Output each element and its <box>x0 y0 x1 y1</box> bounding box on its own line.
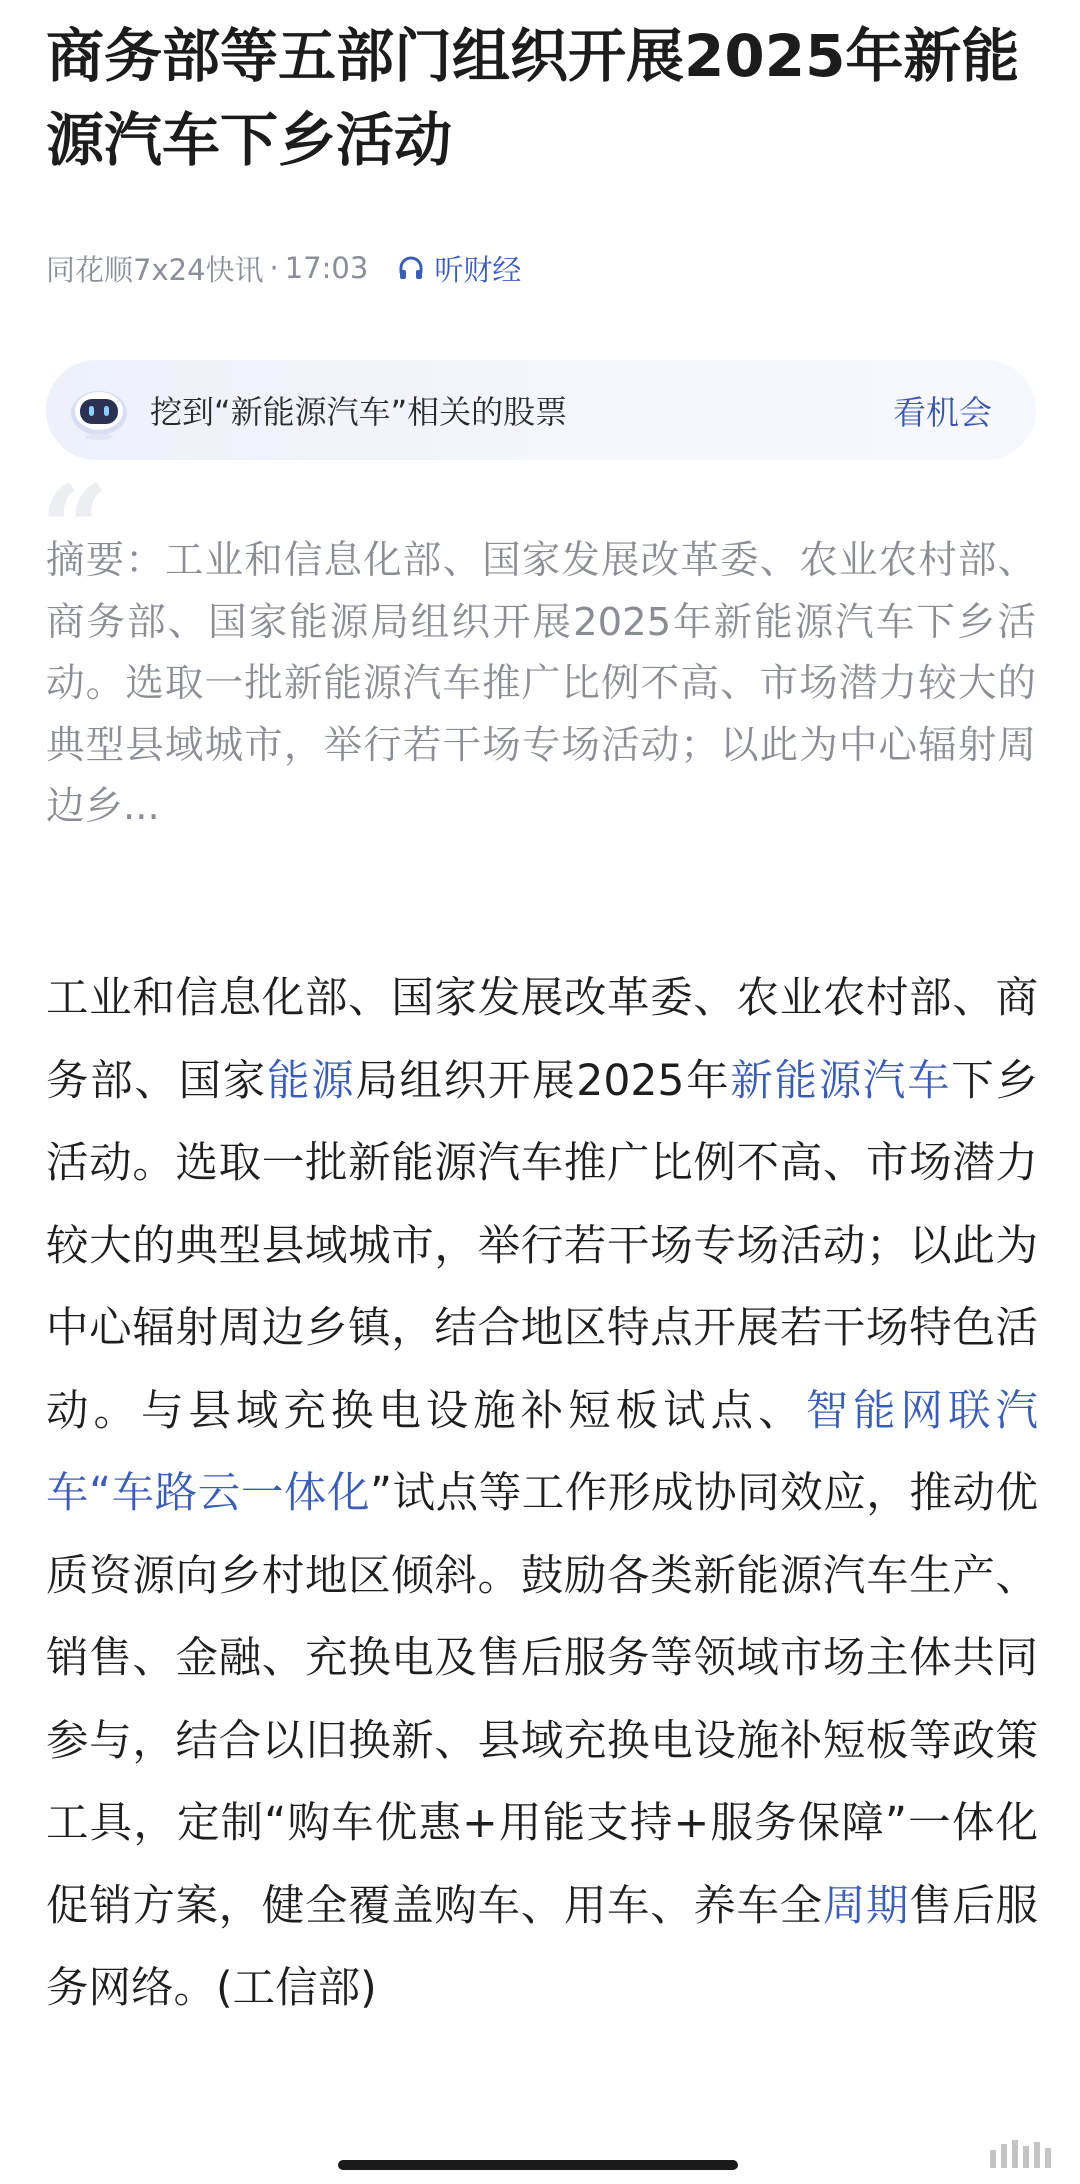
watermark-bars-icon <box>990 2140 1064 2168</box>
headphones-icon <box>398 255 424 281</box>
body-segment: ”试点等工作形成协同效应，推动优质资源向乡村地区倾斜。鼓励各类新能源汽车生产、销售、金融、充换电及售后服务等领域市场主体共同参与，结合以旧换新、县域充换电设施补短板等政策工具，定制“购车优惠+用能支持+服务保障”一体化促销方案，健全覆盖购车、用车、养车全 <box>46 1469 1038 1931</box>
article-summary: 摘要：工业和信息化部、国家发展改革委、农业农村部、商务部、国家能源局组织开展2025年新能源汽车下乡活动。选取一批新能源汽车推广比例不高、市场潜力较大的典型县域城市，举行若干场专场活动；以此为中心辐射周边乡... <box>46 538 1036 829</box>
article-title: 商务部等五部门组织开展2025年新能源汽车下乡活动 <box>46 22 1020 174</box>
body-segment: 售后服务网络。(工信部) <box>46 1881 1038 2013</box>
related-stocks-card[interactable] <box>46 360 1036 460</box>
meta-separator: · <box>269 251 279 285</box>
body-segment: 下乡活动。选取一批新能源汽车推广比例不高、市场潜力较大的典型县域城市，举行若干场专场活动；以此为中心辐射周边乡镇，结合地区特点开展若干场特色活动。与县域充换电设施补短板试点、 <box>46 1056 1038 1436</box>
home-indicator[interactable] <box>338 2160 738 2170</box>
see-opportunity-link[interactable]: 看机会 <box>893 392 992 432</box>
body-segment: 工业和信息化部、国家发展改革委、农业农村部、商务部、国家 <box>46 974 1038 1106</box>
quote-mark-icon: “ <box>40 459 110 600</box>
article-meta <box>46 246 521 290</box>
keyword-link-nev[interactable]: 新能源汽车 <box>730 1056 952 1106</box>
article-time: 17:03 <box>284 251 369 285</box>
quote-open: “ <box>89 1469 112 1518</box>
body-segment: 局组织开展2025年 <box>355 1056 731 1106</box>
keyword-link-energy[interactable]: 能源 <box>266 1056 356 1106</box>
listen-label: 听财经 <box>434 252 522 287</box>
keyword-link-icv[interactable]: 智能网联汽车 <box>46 1386 1038 1518</box>
keyword-link-cycle[interactable]: 周期 <box>822 1881 910 1931</box>
robot-icon <box>66 377 132 443</box>
keyword-link-vrc[interactable]: 车路云一体化 <box>111 1469 371 1518</box>
article-source: 同花顺7x24快讯 <box>46 252 264 287</box>
listen-button[interactable] <box>398 248 521 289</box>
related-stocks-text: 挖到“新能源汽车”相关的股票 <box>150 393 568 431</box>
article-body <box>46 958 1038 2031</box>
